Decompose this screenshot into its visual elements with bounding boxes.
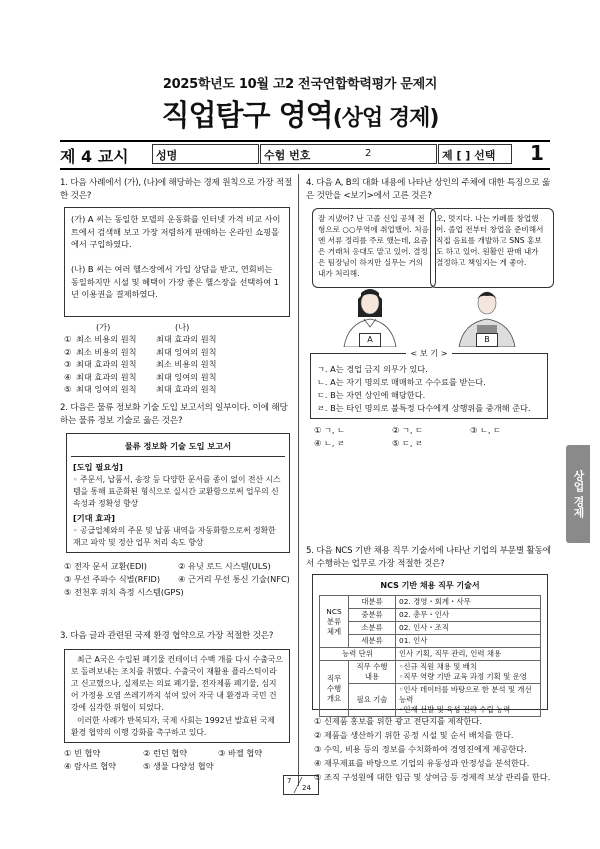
exam-number-digit: 2 <box>365 148 372 159</box>
header-rule-top <box>60 140 550 142</box>
name-label: 성명 <box>156 149 178 162</box>
q5-ncs-table <box>319 595 541 717</box>
q2-report-title: 물류 정보화 기술 도입 보고서 <box>124 441 232 451</box>
q1-choice-2[interactable] <box>64 346 217 359</box>
q1-choice-b: 최소 비용의 원칙 <box>156 359 217 369</box>
q5-task-cell <box>396 661 541 684</box>
q4-choice-3[interactable]: ③ ㄴ, ㄷ <box>470 425 501 435</box>
q2-choice-5[interactable]: ⑤ 전천후 위치 측정 시스템(GPS) <box>64 587 184 597</box>
q5-choice-1[interactable]: ① 신제품 홍보를 위한 광고 전단지를 제작한다. <box>314 716 482 726</box>
q3-paragraph-1: 최근 A국은 수입된 폐기물 컨테이너 수백 개를 다시 수출국으로 돌려보내는 조치를 취했다. 수출국이 재활용 플라스틱이라고 신고했으나, 실제로는 의료 폐기물, 전자제품 폐기물, 심지어 가정용 오염 쓰레기까지 섞여 있어 자국 내 환경과 국민 건강에 심각한 위협이 되었다. <box>71 655 283 712</box>
q4-bogi-1: ㄱ. A는 경업 금지 의무가 있다. <box>317 364 428 374</box>
q1-choice-b: 최대 효과의 원칙 <box>156 334 217 344</box>
page-current: 7 <box>287 777 292 785</box>
header-rule-bottom <box>60 168 550 170</box>
q2-choice-3[interactable]: ③ 무선 주파수 식별(RFID) <box>64 574 161 584</box>
choice-box[interactable] <box>438 144 512 164</box>
q2-need-body: ◦ 주문서, 납품서, 송장 등 다양한 문서를 종이 없이 전산 시스템을 통해 표준화된 형식으로 실시간 교환함으로써 업무의 신속성과 정확성 향상 <box>73 475 281 508</box>
q4-bogi-4: ㄹ. B는 타인 명의로 불특정 다수에게 상행위를 중개해 준다. <box>317 403 531 413</box>
q4-choice-2[interactable]: ② ㄱ, ㄷ <box>392 425 423 435</box>
q1-case-a: (가) A 씨는 동일한 모델의 운동화를 인터넷 가격 비교 사이트에서 검색해 보고 가장 저렴하게 판매하는 온라인 쇼핑몰에서 구입하였다. <box>71 214 281 249</box>
q3-choice-5[interactable]: ⑤ 생물 다양성 협약 <box>143 761 214 771</box>
q2-report-divider <box>71 456 285 457</box>
q5-choice-3[interactable]: ③ 수익, 비용 등의 정보를 수치화하여 경영진에게 제공한다. <box>314 744 527 754</box>
q2-choice-2[interactable]: ② 유닛 로드 시스템(ULS) <box>178 561 271 571</box>
q5-skill-1: ◦인사 데이터를 바탕으로 한 분석 및 개선 능력 <box>399 685 532 704</box>
q1-choice-number: ④ <box>64 371 72 382</box>
q5-choice-4[interactable]: ④ 재무제표를 바탕으로 기업의 유동성과 안정성을 분석한다. <box>314 758 530 768</box>
q5-row1-key: 대분류 <box>349 596 396 609</box>
q2-need-head: [도입 필요성] <box>73 462 123 472</box>
q3-paragraph-2: 이러한 사례가 반복되자, 국제 사회는 1992년 발효된 국제 환경 협약의 이행 강화를 촉구하고 있다. <box>71 716 275 737</box>
q5-stem: 5. 다음 NCS 기반 채용 직무 기술서에 나타난 기업의 부문별 활동에서 수행하는 업무로 가장 적절한 것은? <box>306 546 551 569</box>
q2-choice-4[interactable]: ④ 근거리 무선 통신 기술(NFC) <box>178 574 290 584</box>
q5-row2-value: 02. 총무・인사 <box>396 609 541 622</box>
q1-choice-number: ⑤ <box>64 384 72 394</box>
q5-skill-2: ◦인재 선발 및 육성 전략 수립 능력 <box>399 705 511 714</box>
page-total: 24 <box>302 784 311 792</box>
q1-choice-a: 최소 비용의 원칙 <box>76 346 137 357</box>
q1-choice-5[interactable] <box>64 383 217 396</box>
q1-choices <box>64 333 217 396</box>
q4-choice-1[interactable]: ① ㄱ, ㄴ <box>314 425 345 435</box>
q5-row2-key: 중분류 <box>349 609 396 622</box>
exam-number-box[interactable] <box>260 144 437 164</box>
subject-main: 직업탐구 영역 <box>161 98 333 132</box>
q3-stem: 3. 다음 글과 관련된 국제 환경 협약으로 가장 적절한 것은? <box>60 631 274 641</box>
q1-stem: 1. 다음 사례에서 (가), (나)에 해당하는 경제 원칙으로 가장 적절한 것은? <box>60 178 293 201</box>
q4-bogi-title: < 보 기 > <box>406 348 451 358</box>
q4-choice-5[interactable]: ⑤ ㄷ, ㄹ <box>392 438 423 448</box>
q5-row4-value: 01. 인사 <box>396 635 541 648</box>
q5-row3-value: 02. 인사・조직 <box>396 622 541 635</box>
q1-choice-a: 최대 효과의 원칙 <box>76 359 137 369</box>
q5-skill-cell <box>396 684 541 717</box>
q5-task-2: ◦직무 역량 기반 교육 과정 기획 및 운영 <box>399 672 527 681</box>
q2-report-box <box>66 433 290 553</box>
q2-choice-1[interactable]: ① 전자 문서 교환(EDI) <box>64 561 147 571</box>
q5-task-label: 직무 수행 내용 <box>349 661 396 684</box>
choice-label: 제 [ ] 선택 <box>442 149 496 162</box>
q1-col-a: (가) <box>96 322 111 332</box>
exam-number-label: 수험 번호 <box>264 149 311 162</box>
q3-choice-4[interactable]: ④ 람사르 협약 <box>64 761 117 771</box>
q1-choice-3[interactable] <box>64 358 217 371</box>
q1-choice-a: 최대 잉여의 원칙 <box>76 384 137 394</box>
q5-unit-value: 인사 기획, 직무 관리, 인력 채용 <box>396 648 541 661</box>
q1-col-b: (나) <box>175 322 190 332</box>
q2-effect-body: ◦ 공급업체와의 주문 및 납품 내역을 자동화함으로써 정확한 재고 파악 및 정산 업무 처리 속도 향상 <box>73 526 276 547</box>
q1-choice-number: ① <box>64 334 72 344</box>
q2-effect-head: [기대 효과] <box>73 513 115 523</box>
q4-bubble-b: 오, 멋지다. 나는 카페를 창업했어. 졸업 전부터 창업을 준비해서 직접 음료를 개발하고 SNS 홍보도 하고 있어. 원활인 판매 내가 결정하고 책임지는 게 좋아. <box>430 208 554 288</box>
q5-choice-2[interactable]: ② 제품을 생산하기 위한 공정 시설 및 순서 배치를 한다. <box>314 730 514 740</box>
subject-title <box>0 93 600 134</box>
column-divider <box>298 174 299 786</box>
q5-choice-5[interactable]: ⑤ 조직 구성원에 대한 임금 및 상여금 등 경제적 보상 관리를 한다. <box>314 772 551 782</box>
q3-choice-2[interactable]: ② 런던 협약 <box>143 748 188 758</box>
q1-choice-1[interactable] <box>64 333 217 346</box>
subject-sub: (상업 경제) <box>332 106 439 131</box>
q5-skill-label: 필요 기술 <box>349 684 396 717</box>
q4-bogi-3: ㄷ. B는 자연 상인에 해당한다. <box>317 390 426 400</box>
q1-choice-b: 최대 잉여의 원칙 <box>156 346 217 357</box>
q1-choice-number: ② <box>64 346 72 357</box>
q4-bogi-2: ㄴ. A는 자기 명의로 매매하고 수수료를 받는다. <box>317 377 486 387</box>
q1-choice-b: 최대 잉여의 원칙 <box>156 371 217 382</box>
q4-bogi-title-wrap <box>311 347 547 360</box>
q5-ncs-box <box>312 574 548 714</box>
page-counter-slash <box>284 776 318 794</box>
q1-choice-b: 최대 효과의 원칙 <box>156 384 217 394</box>
q5-unit-label: 능력 단위 <box>320 648 396 661</box>
q5-row4-key: 세분류 <box>349 635 396 648</box>
q1-choice-4[interactable] <box>64 371 217 384</box>
person-a-label: A <box>359 333 381 347</box>
page-number: 1 <box>530 141 544 165</box>
q1-case-b: (나) B 씨는 여러 헬스장에서 가입 상담을 받고, 연회비는 동일하지만 시설 및 혜택이 가장 좋은 헬스장을 선택하여 1년 이용권을 결제하였다. <box>71 264 279 299</box>
q1-choice-a: 최소 비용의 원칙 <box>76 334 137 344</box>
q3-passage-box <box>64 649 290 743</box>
q4-bogi-box <box>310 348 548 419</box>
period-label: 제 4 교시 <box>60 147 129 166</box>
exam-title-line: 2025학년도 10월 고2 전국연합학력평가 문제지 <box>162 77 438 92</box>
q4-stem: 4. 다음 A, B의 대화 내용에 나타난 상인의 주체에 대한 특징으로 옳은 것만을 <보기>에서 고른 것은? <box>306 178 550 201</box>
q2-stem: 2. 다음은 물류 정보화 기술 도입 보고서의 일부이다. 이에 해당하는 물류 정보 기술로 옳은 것은? <box>60 403 288 426</box>
q5-row1-value: 02. 경영・회계・사무 <box>396 596 541 609</box>
name-box[interactable] <box>152 144 259 164</box>
q5-group1: NCS 분류 체계 <box>320 596 349 648</box>
q5-task-1: ◦신규 직원 채용 및 배치 <box>399 662 478 671</box>
page-counter <box>283 775 319 795</box>
q4-choice-4[interactable]: ④ ㄴ, ㄹ <box>314 438 345 448</box>
q4-bubble-a: 잘 지냈어? 난 고졸 신입 공채 전형으로 ○○무역에 취업했어. 처음엔 서류 정리를 주로 했는데, 요즘은 거래처 응대도 맡고 있어. 결정은 팀장님이 하지만 실무는 거의 내가 처리해. <box>312 208 436 288</box>
q5-group2: 직무 수행 개요 <box>320 661 349 717</box>
subject-side-tab: 상업 경제 <box>566 445 590 543</box>
q3-choice-3[interactable]: ③ 바젤 협약 <box>218 748 263 758</box>
q1-choice-number: ③ <box>64 359 72 369</box>
q5-row3-key: 소분류 <box>349 622 396 635</box>
q3-choice-1[interactable]: ① 빈 협약 <box>64 748 101 758</box>
info-bar <box>60 143 550 165</box>
q5-table-title: NCS 기반 채용 직무 기술서 <box>380 581 480 590</box>
q1-choice-a: 최대 효과의 원칙 <box>76 371 137 382</box>
person-b-label: B <box>476 333 498 347</box>
q1-case-box <box>64 207 290 317</box>
